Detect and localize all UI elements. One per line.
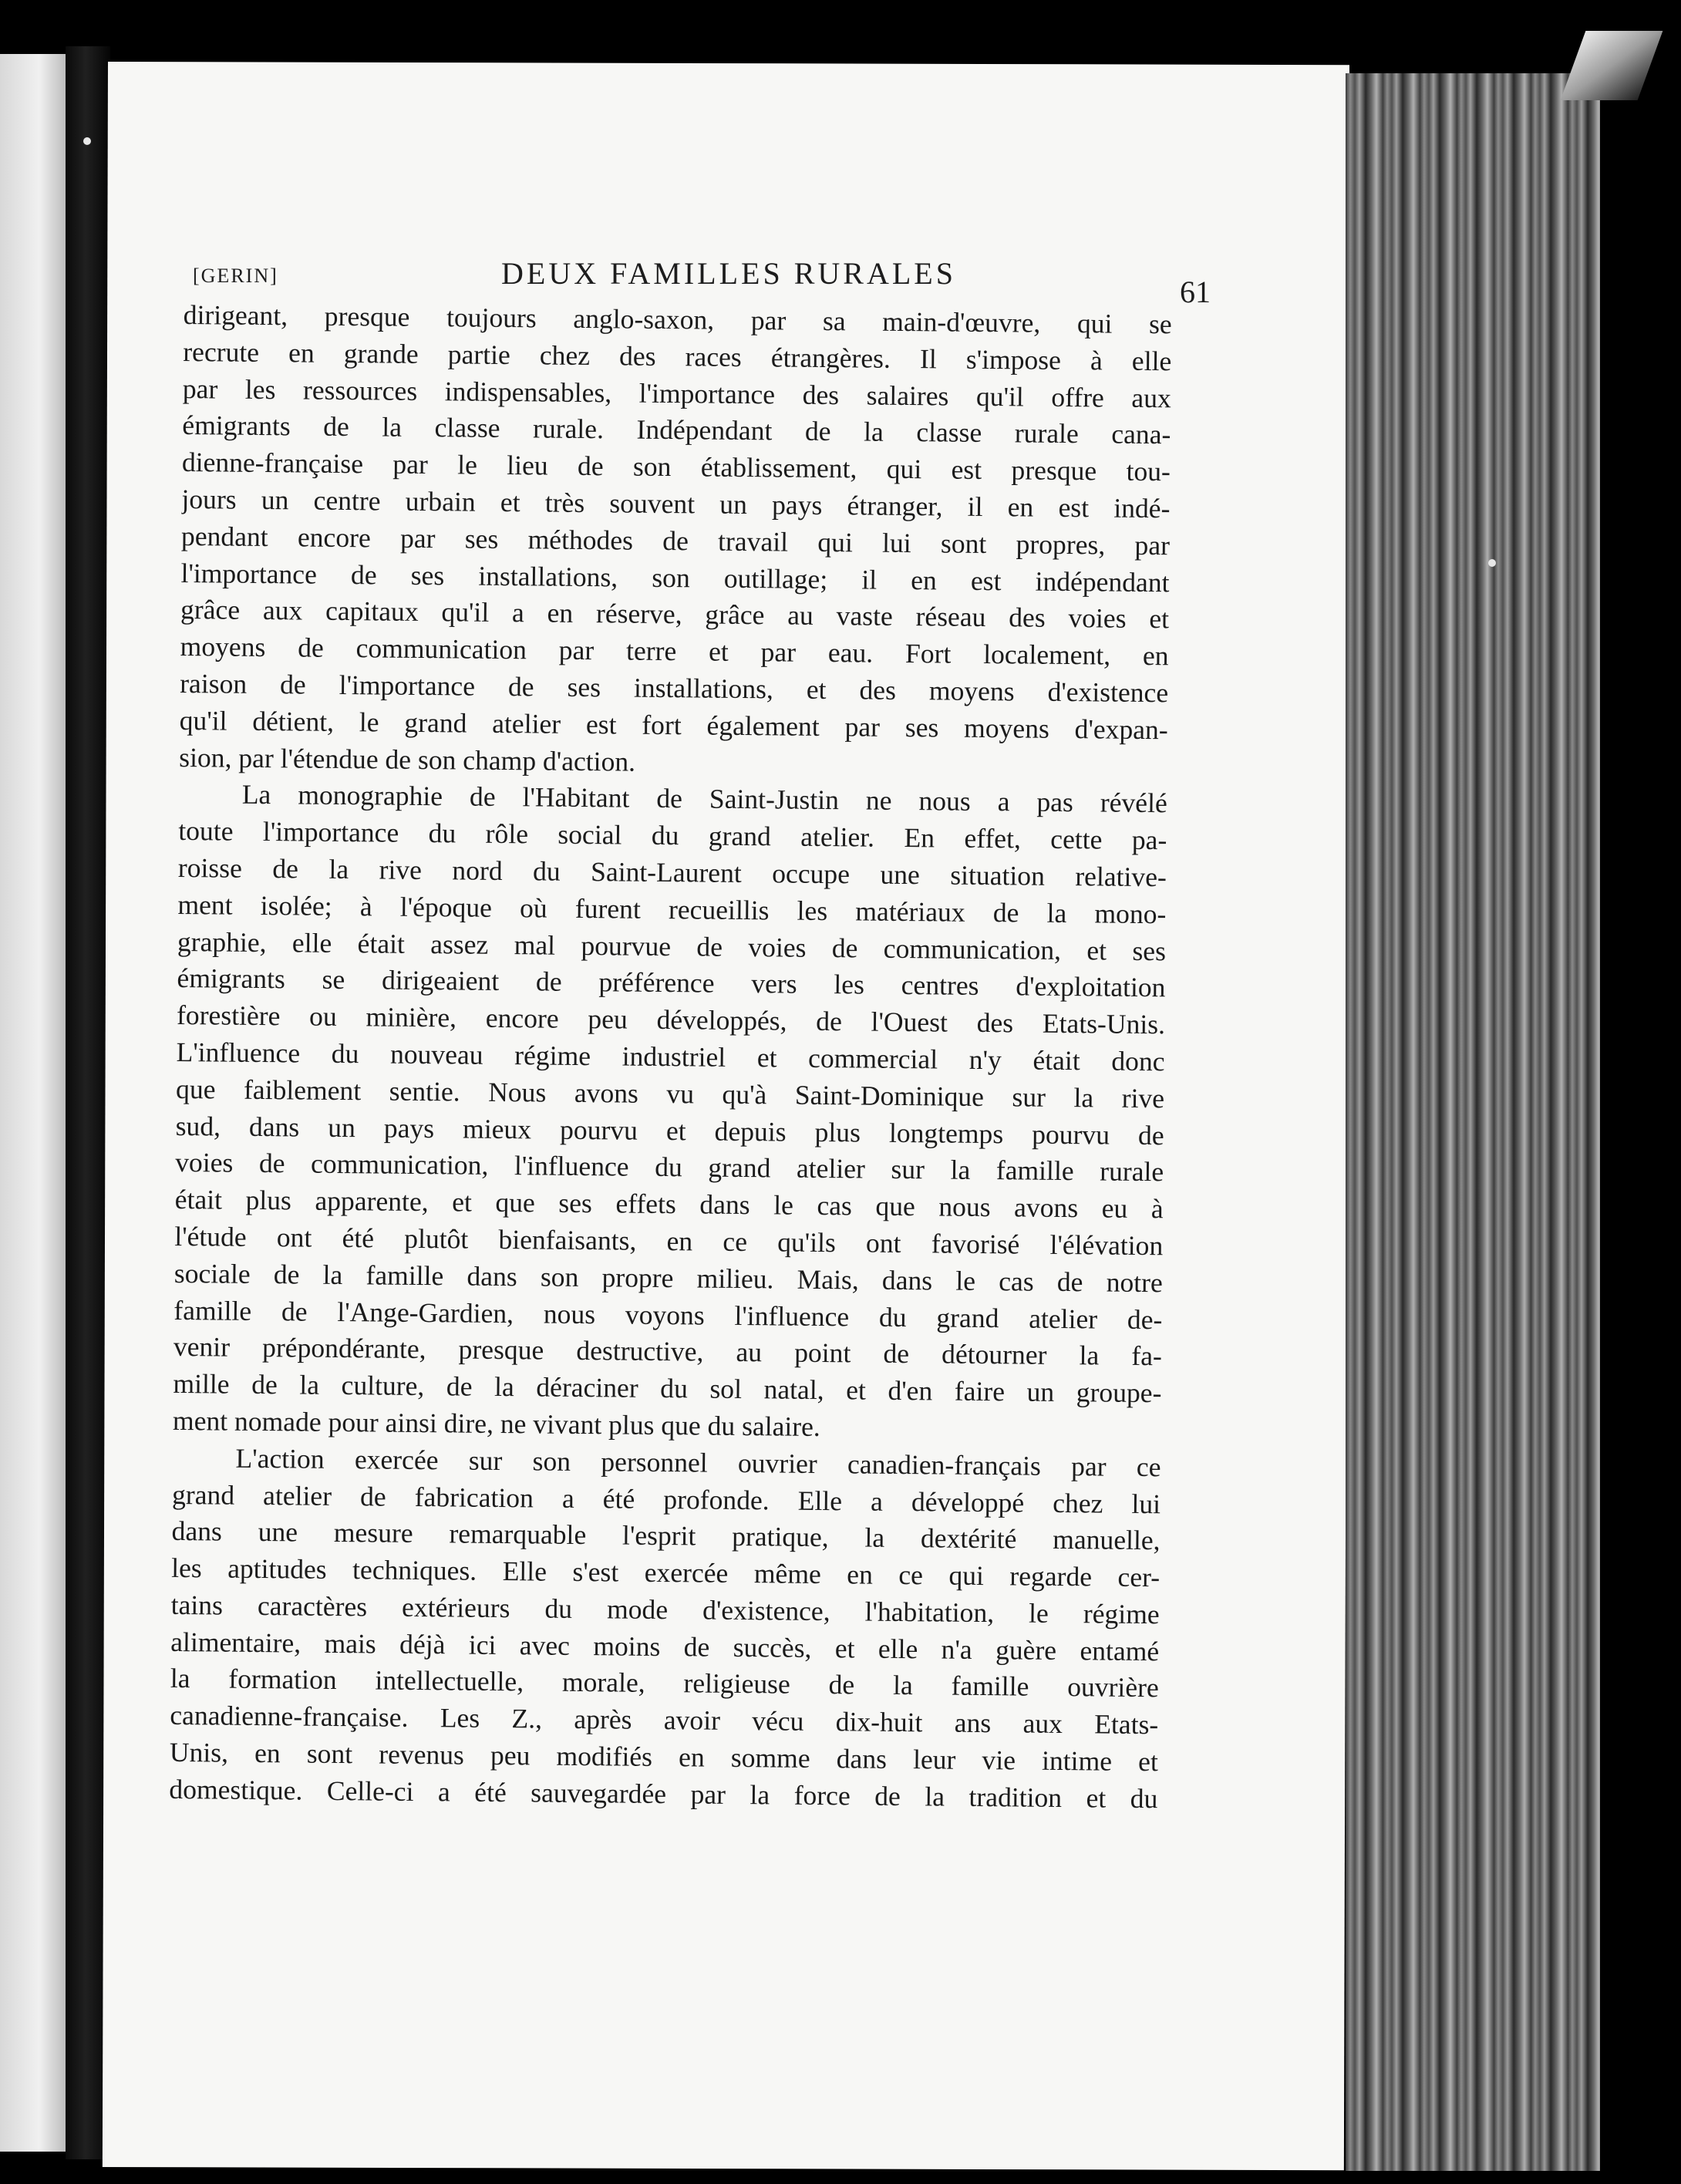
text-line: famille de l'Ange-Gardien, nous voyons l'influence du grand atelier de- xyxy=(173,1294,1163,1335)
text-line: La monographie de l'Habitant de Saint-Justin ne nous a pas révélé xyxy=(241,779,1167,819)
body-text xyxy=(169,297,1172,1818)
text-line: alimentaire, mais déjà ici avec moins de succès, et elle n'a guère entamé xyxy=(170,1626,1160,1667)
text-line: domestique. Celle-ci a été sauvegardée par la force de la tradition et du xyxy=(169,1773,1158,1815)
text-line: recrute en grande partie chez des races étrangères. Il s'impose à elle xyxy=(183,335,1172,377)
text-line: tains caractères extérieurs du mode d'existence, l'habitation, le régime xyxy=(170,1589,1160,1630)
text-line: raison de l'importance de ses installations, et des moyens d'existence xyxy=(179,667,1169,709)
text-line: forestière ou minière, encore peu développés, de l'Ouest des Etats-Unis. xyxy=(176,999,1166,1040)
text-line: canadienne-française. Les Z., après avoir vécu dix-huit ans aux Etats- xyxy=(170,1700,1159,1741)
author-tag: [GERIN] xyxy=(193,265,278,287)
text-line: dans une mesure remarquable l'esprit pratique, la dextérité manuelle, xyxy=(171,1515,1161,1556)
text-line: ment nomade pour ainsi dire, ne vivant plus que du salaire. xyxy=(172,1404,820,1442)
text-line: moyens de communication par terre et par eau. Fort localement, en xyxy=(180,631,1169,672)
previous-page-edge xyxy=(0,54,66,2152)
text-line: sociale de la famille dans son propre milieu. Mais, dans le cas de notre xyxy=(173,1257,1163,1298)
page-number: 61 xyxy=(1180,275,1211,309)
text-line: mille de la culture, de la déraciner du sol natal, et d'en faire un groupe- xyxy=(173,1368,1162,1409)
text-line: les aptitudes techniques. Elle s'est exercée même en ce qui regarde cer- xyxy=(170,1552,1161,1593)
text-line: roisse de la rive nord du Saint-Laurent occupe une situation relative- xyxy=(177,851,1167,893)
text-line: grand atelier de fabrication a été profonde. Elle a développé chez lui xyxy=(171,1478,1161,1519)
text-line: pendant encore par ses méthodes de travail qui lui sont propres, par xyxy=(180,520,1171,561)
text-line: grâce aux capitaux qu'il a en réserve, grâce au vaste réseau des voies et xyxy=(180,594,1170,635)
text-line: L'influence du nouveau régime industriel et commercial n'y était donc xyxy=(176,1036,1165,1077)
dust-speck xyxy=(1488,559,1496,567)
text-line: qu'il détient, le grand atelier est fort également par ses moyens d'expan- xyxy=(179,704,1168,746)
text-line: émigrants se dirigeaient de préférence vers les centres d'exploitation xyxy=(177,962,1166,1003)
text-line: par les ressources indispensables, l'importance des salaires qu'il offre aux xyxy=(182,372,1171,413)
running-title: DEUX FAMILLES RURALES xyxy=(501,256,956,291)
text-line: sud, dans un pays mieux pourvu et depuis plus longtemps pourvu de xyxy=(175,1110,1164,1151)
page-stack-corner xyxy=(1561,31,1663,100)
text-line: jours un centre urbain et très souvent un pays étranger, il en est indé- xyxy=(181,483,1171,524)
text-line: l'étude ont été plutôt bienfaisants, en ce qu'ils ont favorisé l'élévation xyxy=(174,1220,1164,1262)
text-line: dirigeant, presque toujours anglo-saxon, par sa main-d'œuvre, qui se xyxy=(183,298,1172,340)
text-line: ment isolée; à l'époque où furent recueillis les matériaux de la mono- xyxy=(177,888,1167,930)
text-line: graphie, elle était assez mal pourvue de voies de communication, et ses xyxy=(177,925,1167,966)
dust-speck xyxy=(83,137,91,145)
text-line: dienne-française par le lieu de son établissement, qui est presque tou- xyxy=(181,447,1171,487)
text-line: sion, par l'étendue de son champ d'action. xyxy=(179,741,636,777)
text-line: venir prépondérante, presque destructive, au point de détourner la fa- xyxy=(173,1331,1163,1372)
text-line: émigrants de la classe rurale. Indépendant de la classe rurale cana- xyxy=(182,410,1171,450)
text-line: toute l'importance du rôle social du grand atelier. En effet, cette pa- xyxy=(178,815,1167,856)
text-line: voies de communication, l'influence du grand atelier sur la famille rurale xyxy=(175,1147,1164,1188)
text-line: L'action exercée sur son personnel ouvrier canadien-français par ce xyxy=(235,1442,1161,1482)
text-line: la formation intellectuelle, morale, religieuse de la famille ouvrière xyxy=(170,1663,1159,1704)
text-line: que faiblement sentie. Nous avons vu qu'à Saint-Dominique sur la rive xyxy=(175,1073,1165,1114)
text-line: était plus apparente, et que ses effets dans le cas que nous avons eu à xyxy=(174,1184,1164,1225)
text-line: Unis, en sont revenus peu modifiés en somme dans leur vie intime et xyxy=(169,1736,1159,1778)
page-stack-edge xyxy=(1346,73,1600,2171)
text-line: l'importance de ses installations, son outillage; il en est indépendant xyxy=(180,557,1170,598)
